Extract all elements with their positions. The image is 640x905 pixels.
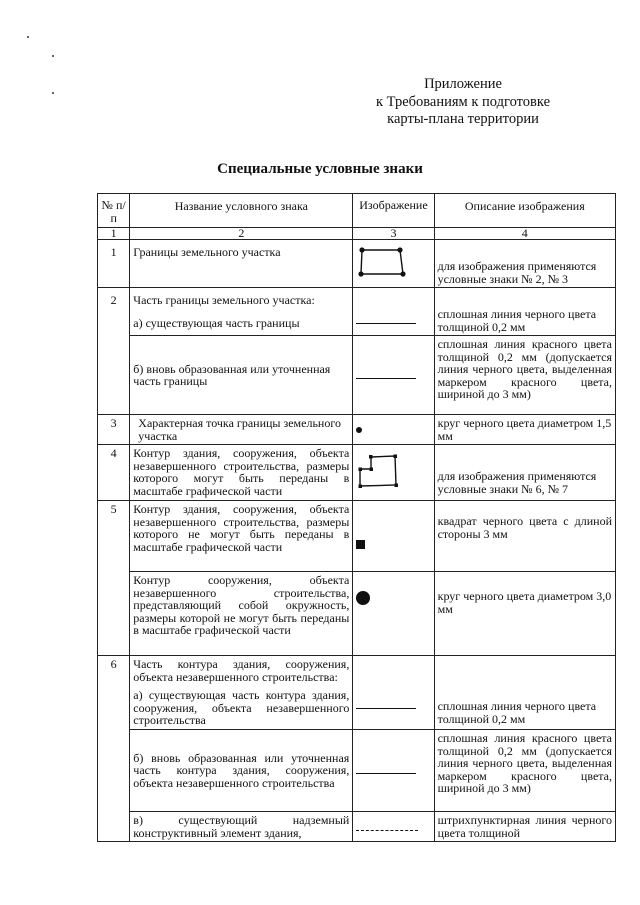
- circle-icon: [356, 591, 370, 605]
- row-desc: сплошная линия черного цвета толщиной 0,2 мм: [434, 288, 615, 336]
- table-row: [98, 656, 616, 730]
- row-image: [353, 730, 434, 812]
- row-image: [353, 336, 434, 415]
- column-number-row: [98, 228, 616, 240]
- row-name-sub: б) вновь образованная или уточненная часть границы: [130, 336, 353, 415]
- row-name-sub: б) вновь образованная или уточненная часть контура здания, сооружения, объекта незавершенного строительства: [130, 730, 353, 812]
- row-name: Контур здания, сооружения, объекта незавершенного строительства, размеры которого не могут быть переданы в масштабе графической части: [130, 501, 353, 572]
- header-image: Изображение: [353, 194, 434, 228]
- point-icon: [356, 427, 362, 433]
- solid-line-icon: [356, 378, 416, 379]
- col-number: 4: [434, 228, 615, 240]
- solid-line-icon: [356, 323, 416, 324]
- appendix-line: Приложение: [424, 76, 502, 92]
- header-name: Название условного знака: [130, 194, 353, 228]
- row-desc: для изображения применяются условные знаки № 2, № 3: [434, 240, 615, 288]
- row-num: 3: [98, 415, 130, 445]
- row-image: [353, 812, 434, 842]
- table-row: [98, 572, 616, 656]
- row-name-sub: а) существующая часть контура здания, сооружения, объекта незавершенного строительства: [133, 688, 350, 727]
- row-desc: сплошная линия красного цвета толщиной 0,2 мм (допускается линия черного цвета, выделенная маркером красного цвета, шириной до 3 мм): [434, 730, 615, 812]
- row-name: Характерная точка границы земельного участка: [130, 415, 353, 445]
- header-num: № п/п: [98, 194, 130, 228]
- table-row: [98, 445, 616, 501]
- document-title: Специальные условные знаки: [217, 161, 423, 177]
- row-name-sub: а) существующая часть границы: [133, 315, 300, 330]
- parcel-boundary-icon: [356, 245, 408, 279]
- table-row: [98, 415, 616, 445]
- row-name: Контур сооружения, объекта незавершенного строительства, представляющий собой окружность, размеры которой не могут быть переданы в масштабе графической части: [130, 572, 353, 656]
- table-row: [98, 336, 616, 415]
- row-image: [353, 445, 434, 501]
- table-row: [98, 240, 616, 288]
- row-name: Контур здания, сооружения, объекта незавершенного строительства, размеры которого могут быть переданы в масштабе графической части: [130, 445, 353, 501]
- row-image: [353, 288, 434, 336]
- dash-dot-line-icon: [356, 830, 418, 831]
- row-image: [353, 415, 434, 445]
- appendix-line: карты-плана территории: [387, 111, 539, 127]
- row-num: 5: [98, 501, 130, 656]
- row-desc: круг черного цвета диаметром 1,5 мм: [434, 415, 615, 445]
- appendix-line: к Требованиям к подготовке: [375, 93, 550, 110]
- table-row: [98, 812, 616, 842]
- appendix-block: [348, 76, 578, 129]
- row-desc: круг черного цвета диаметром 3,0 мм: [434, 572, 615, 656]
- row-name-main: Часть контура здания, сооружения, объекта незавершенного строительства:: [133, 657, 350, 684]
- row-image: [353, 656, 434, 730]
- solid-line-icon: [356, 708, 416, 709]
- symbols-table: [97, 193, 616, 842]
- col-number: 1: [98, 228, 130, 240]
- row-name: [130, 656, 353, 730]
- col-number: 2: [130, 228, 353, 240]
- solid-line-icon: [356, 773, 416, 774]
- row-name-sub: в) существующий надземный конструктивный элемент здания,: [130, 812, 353, 842]
- square-icon: [356, 540, 365, 549]
- scan-speck: [52, 55, 54, 57]
- table-row: [98, 288, 616, 336]
- row-name: Границы земельного участка: [130, 240, 353, 288]
- row-desc: квадрат черного цвета с длиной стороны 3 мм: [434, 501, 615, 572]
- row-image: [353, 501, 434, 572]
- row-desc: для изображения применяются условные знаки № 6, № 7: [434, 445, 615, 501]
- building-contour-icon: [356, 451, 406, 491]
- row-num: 4: [98, 445, 130, 501]
- row-desc: сплошная линия красного цвета толщиной 0,2 мм (допускается линия черного цвета, выделенная маркером красного цвета, шириной до 3 мм): [434, 336, 615, 415]
- scan-speck: [52, 92, 54, 94]
- row-num: 2: [98, 288, 130, 415]
- row-num: 6: [98, 656, 130, 842]
- row-desc: штрихпунктирная линия черного цвета толщиной: [434, 812, 615, 842]
- col-number: 3: [353, 228, 434, 240]
- table-row: [98, 501, 616, 572]
- row-name-main: Часть границы земельного участка:: [133, 293, 315, 307]
- header-desc: Описание изображения: [434, 194, 615, 228]
- table-row: [98, 730, 616, 812]
- table-header-row: [98, 194, 616, 228]
- row-desc: сплошная линия черного цвета толщиной 0,2 мм: [434, 656, 615, 730]
- row-image: [353, 572, 434, 656]
- scan-speck: [27, 36, 29, 38]
- row-num: 1: [98, 240, 130, 288]
- row-name: [130, 288, 353, 336]
- row-image: [353, 240, 434, 288]
